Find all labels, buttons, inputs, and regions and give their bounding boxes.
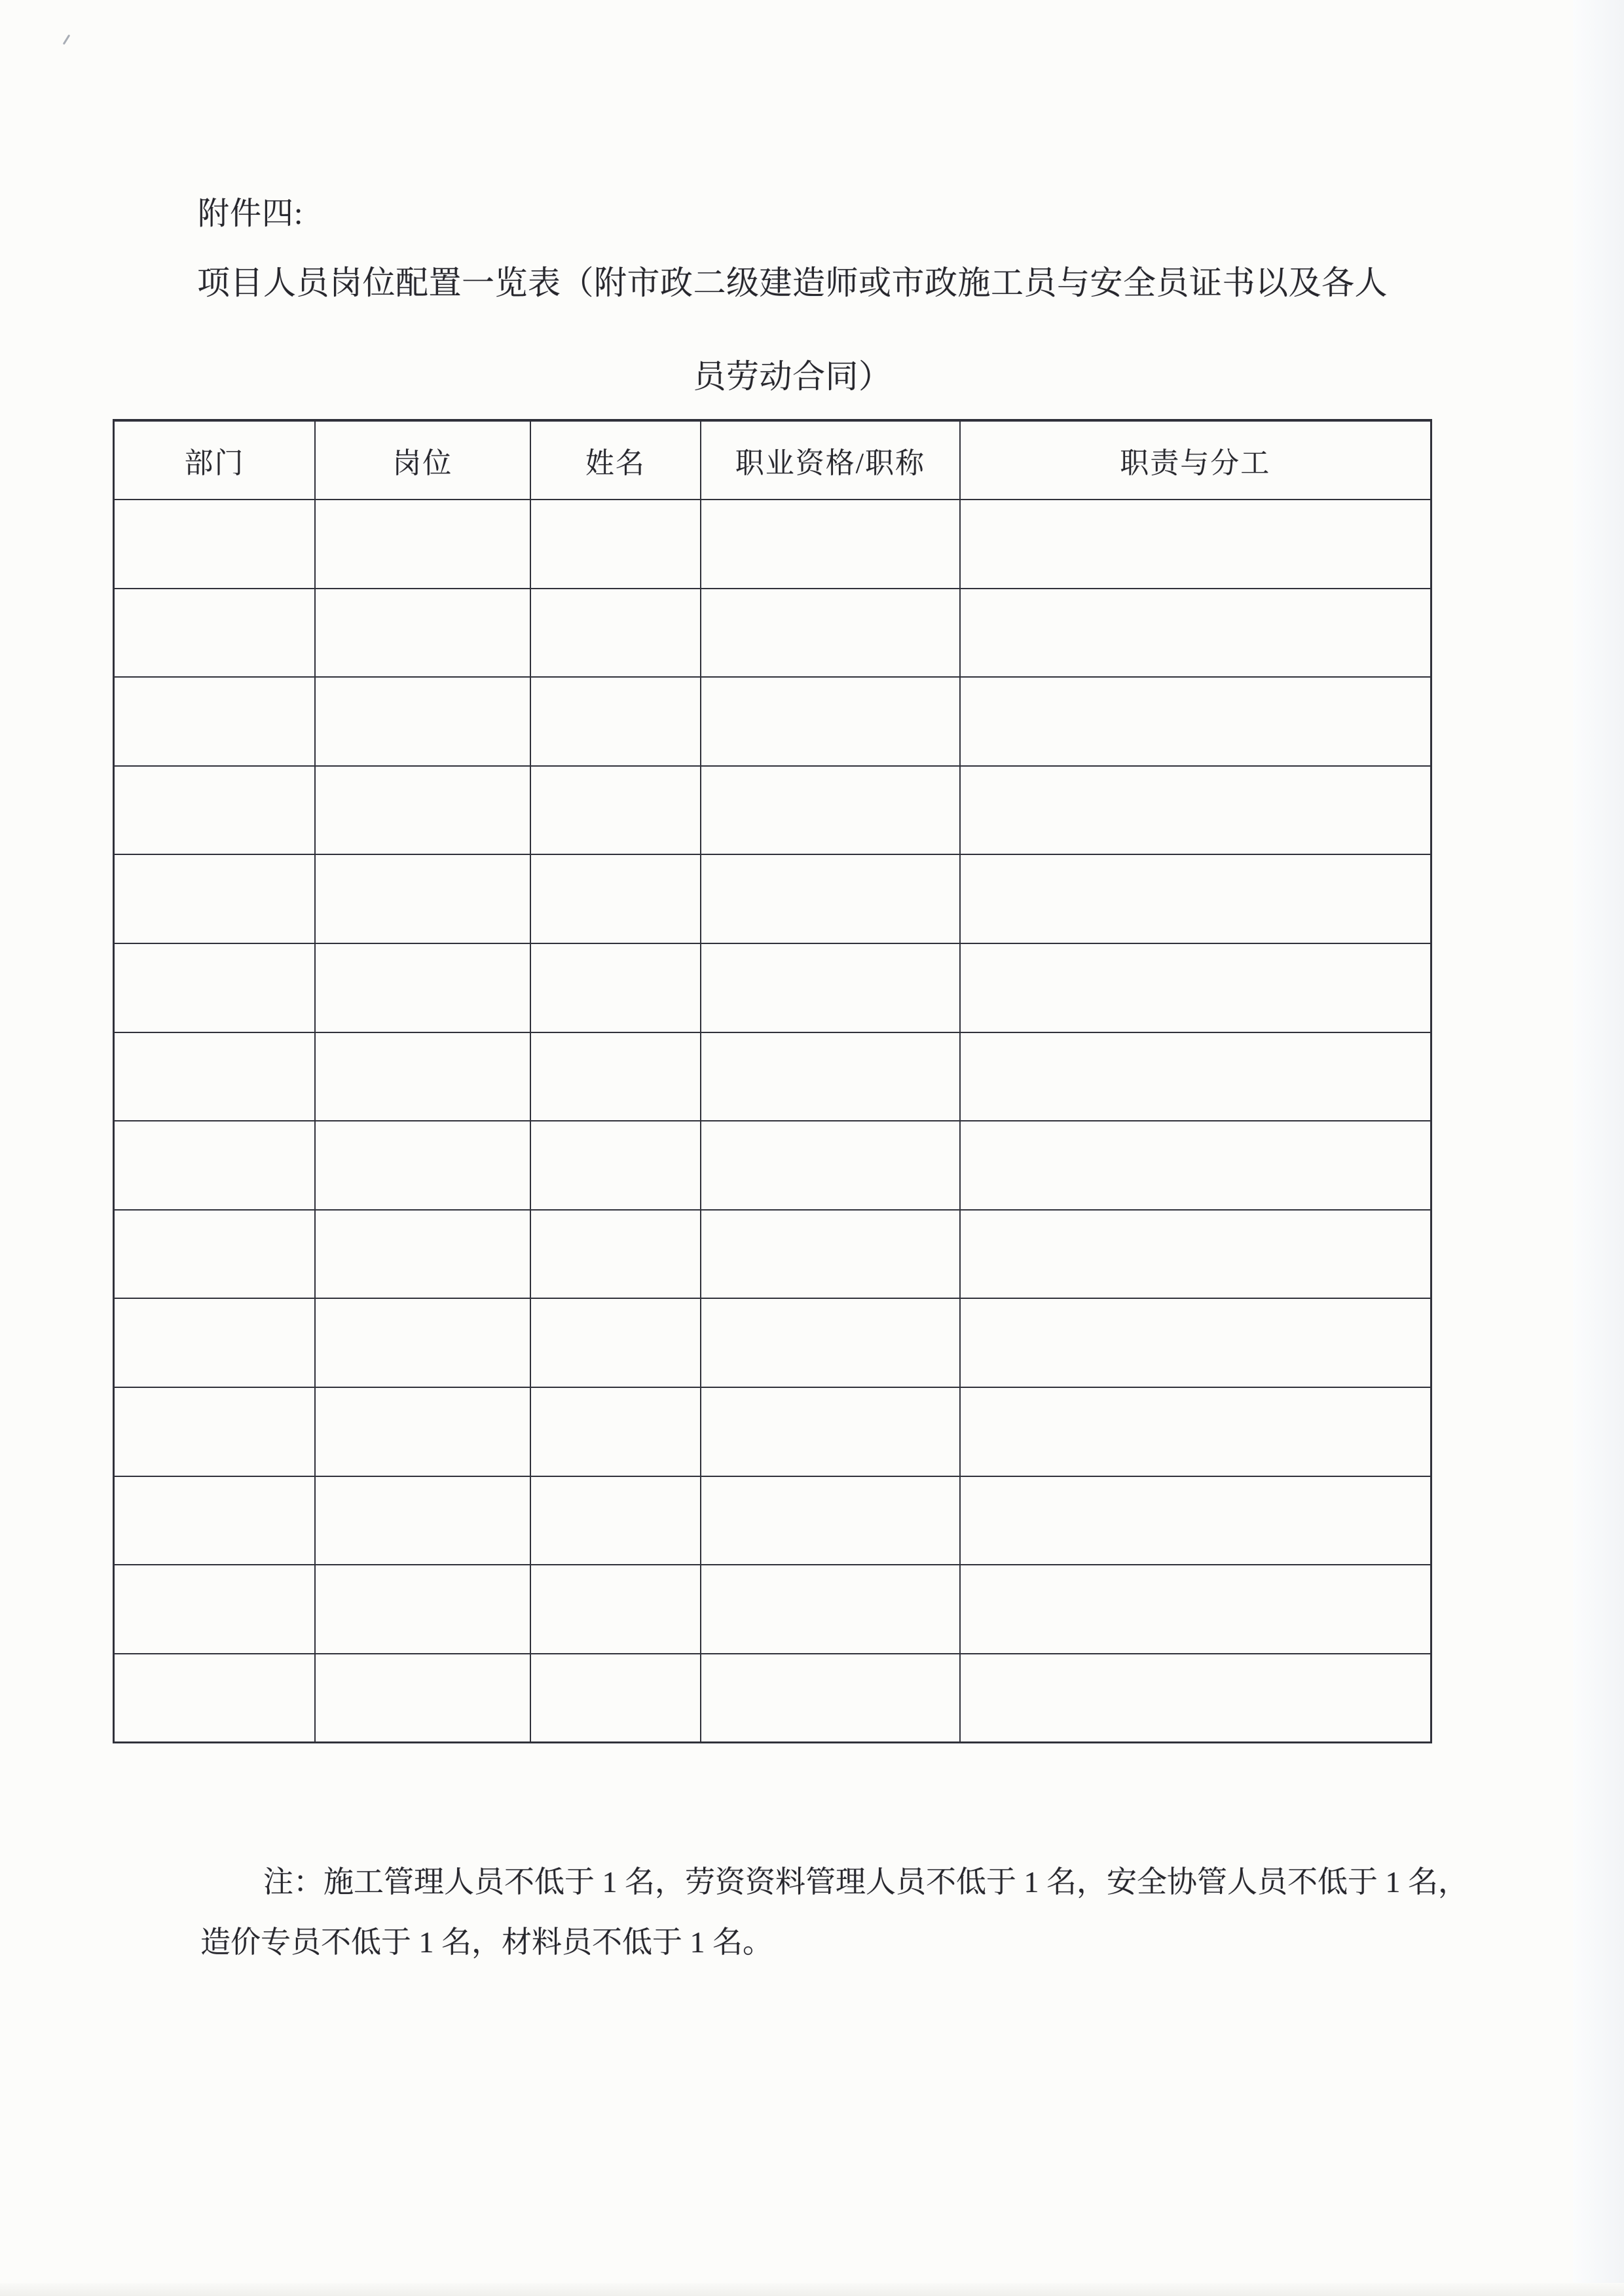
table-cell	[114, 943, 316, 1032]
table-cell	[315, 677, 530, 766]
column-header-qualification: 职业资格/职称	[701, 420, 959, 500]
table-cell	[960, 943, 1431, 1032]
table-row	[114, 1565, 1431, 1654]
footnote	[200, 1863, 1468, 1961]
table-cell	[530, 677, 701, 766]
table-cell	[530, 1210, 701, 1299]
table-cell	[315, 1210, 530, 1299]
table-cell	[701, 943, 959, 1032]
table-cell	[315, 589, 530, 678]
table-cell	[960, 854, 1431, 943]
table-cell	[960, 589, 1431, 678]
table-cell	[530, 1121, 701, 1210]
table-row	[114, 1387, 1431, 1476]
table-cell	[701, 766, 959, 855]
table-cell	[701, 1298, 959, 1387]
table-cell	[114, 766, 316, 855]
table-cell	[114, 1210, 316, 1299]
column-header-position: 岗位	[315, 420, 530, 500]
table-row	[114, 1032, 1431, 1121]
table-cell	[701, 1476, 959, 1565]
table-cell	[701, 1387, 959, 1476]
table-cell	[315, 1654, 530, 1743]
table-cell	[701, 1565, 959, 1654]
table-cell	[315, 1565, 530, 1654]
table-cell	[530, 1565, 701, 1654]
table-row	[114, 1476, 1431, 1565]
scan-artifact-mark	[63, 34, 71, 45]
table-cell	[530, 1387, 701, 1476]
table-cell	[960, 1121, 1431, 1210]
table-row	[114, 1121, 1431, 1210]
attachment-label: 附件四:	[198, 196, 304, 231]
table-cell	[701, 500, 959, 589]
column-header-name: 姓名	[530, 420, 701, 500]
table-cell	[530, 1476, 701, 1565]
table-cell	[114, 1654, 316, 1743]
table-cell	[315, 943, 530, 1032]
table-cell	[114, 1032, 316, 1121]
table-cell	[960, 1654, 1431, 1743]
table-cell	[701, 589, 959, 678]
table-cell	[114, 1387, 316, 1476]
table-cell	[114, 1298, 316, 1387]
table-cell	[960, 500, 1431, 589]
table-cell	[701, 1654, 959, 1743]
table-cell	[315, 1121, 530, 1210]
table-cell	[114, 1476, 316, 1565]
table-cell	[960, 1210, 1431, 1299]
table-cell	[315, 1476, 530, 1565]
table-cell	[530, 500, 701, 589]
table-cell	[315, 1032, 530, 1121]
table-cell	[530, 766, 701, 855]
footnote-line-2: 造价专员不低于 1 名，材料员不低于 1 名。	[200, 1925, 773, 1959]
table-cell	[701, 854, 959, 943]
column-header-duties: 职责与分工	[960, 420, 1431, 500]
table-cell	[315, 766, 530, 855]
table-cell	[114, 677, 316, 766]
table-row	[114, 677, 1431, 766]
table-cell	[315, 1387, 530, 1476]
table-body	[114, 500, 1431, 1742]
scan-edge-bottom	[0, 2283, 1624, 2296]
table-cell	[701, 1210, 959, 1299]
table-cell	[530, 1298, 701, 1387]
document-title-line-1: 项目人员岗位配置一览表（附市政二级建造师或市政施工员与安全员证书以及各人	[197, 264, 1388, 301]
column-header-department: 部门	[114, 420, 316, 500]
document-title-line-2: 员劳动合同）	[693, 358, 892, 395]
table-cell	[114, 589, 316, 678]
table-row	[114, 1654, 1431, 1743]
table-cell	[114, 500, 316, 589]
table-cell	[701, 1121, 959, 1210]
table-row	[114, 766, 1431, 855]
table-cell	[114, 1565, 316, 1654]
table-cell	[530, 943, 701, 1032]
table-row	[114, 589, 1431, 678]
table-cell	[960, 1032, 1431, 1121]
table-cell	[114, 854, 316, 943]
table-row	[114, 854, 1431, 943]
table-cell	[960, 677, 1431, 766]
table-cell	[960, 1476, 1431, 1565]
table-cell	[960, 1387, 1431, 1476]
table-row	[114, 500, 1431, 589]
table-cell	[530, 1032, 701, 1121]
table-row	[114, 943, 1431, 1032]
table-cell	[315, 1298, 530, 1387]
table-cell	[701, 677, 959, 766]
personnel-table	[113, 419, 1432, 1743]
table-header-row	[114, 420, 1431, 500]
footnote-line-1: 注：施工管理人员不低于 1 名，劳资资料管理人员不低于 1 名，安全协管人员不低于 1 名，	[263, 1865, 1468, 1899]
table-cell	[315, 854, 530, 943]
table-cell	[530, 1654, 701, 1743]
table-row	[114, 1210, 1431, 1299]
table-cell	[701, 1032, 959, 1121]
table-row	[114, 1298, 1431, 1387]
table-cell	[114, 1121, 316, 1210]
table-cell	[960, 1565, 1431, 1654]
table-cell	[960, 1298, 1431, 1387]
table-cell	[530, 854, 701, 943]
table-cell	[960, 766, 1431, 855]
table-cell	[530, 589, 701, 678]
table-cell	[315, 500, 530, 589]
scan-edge-right	[1573, 0, 1624, 2296]
